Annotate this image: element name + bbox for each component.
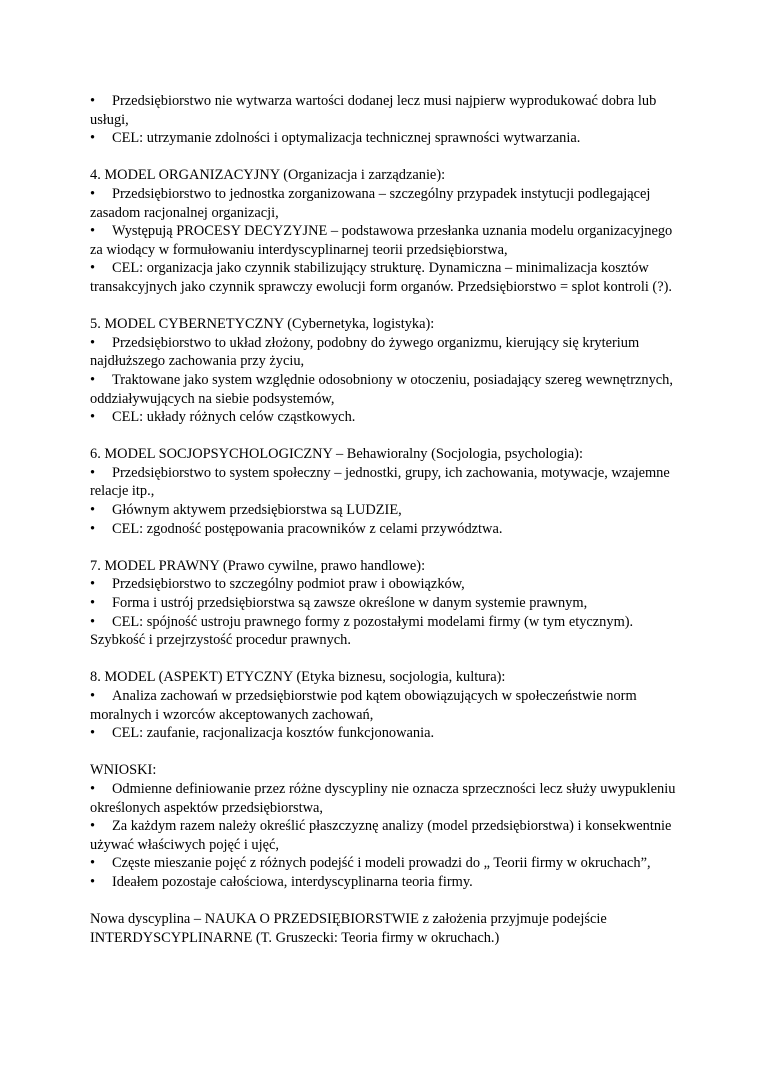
bullet-icon: • xyxy=(90,130,96,147)
bullet-icon: • xyxy=(90,818,96,835)
document-body xyxy=(90,92,680,966)
list-item: • Występują PROCESY DECYZYJNE – podstawowa przesłanka uznania modelu organizacyjnego za wiodący w formułowaniu interdyscyplinarnej teorii przedsiębiorstwa, xyxy=(90,223,673,258)
bullet-icon: • xyxy=(90,520,96,537)
section-ethical-model xyxy=(90,668,680,742)
bullet-icon: • xyxy=(90,334,96,351)
list-item: • Głównym aktywem przedsiębiorstwa są LUDZIE, xyxy=(90,502,402,519)
list-item: • Za każdym razem należy określić płaszczyznę analizy (model przedsiębiorstwa) i konsekwentnie używać właściwych pojęć i ujęć, xyxy=(90,818,672,853)
section-heading: WNIOSKI: xyxy=(90,762,157,779)
bullet-icon: • xyxy=(90,613,96,630)
bullet-icon: • xyxy=(90,873,96,890)
bullet-icon: • xyxy=(90,780,96,797)
closing-paragraph: Nowa dyscyplina – NAUKA O PRZEDSIĘBIORSTWIE z założenia przyjmuje podejście INTERDYSCYPLINARNE (T. Gruszecki: Teoria firmy w okruchach.) xyxy=(90,911,607,946)
list-item: • CEL: spójność ustroju prawnego formy z pozostałymi modelami firmy (w tym etycznym). Szybkość i przejrzystość procedur prawnych. xyxy=(90,613,634,649)
list-item: • Forma i ustrój przedsiębiorstwa są zawsze określone w danym systemie prawnym, xyxy=(90,595,588,612)
section-heading: 5. MODEL CYBERNETYCZNY (Cybernetyka, logistyka): xyxy=(90,316,435,333)
bullet-icon: • xyxy=(90,855,96,872)
list-item: • Przedsiębiorstwo to jednostka zorganizowana – szczególny przypadek instytucji podlegającej zasadom racjonalnej organizacji, xyxy=(90,185,651,221)
section-organizational-model xyxy=(90,166,680,296)
list-item: • Traktowane jako system względnie odosobniony w otoczeniu, posiadający szereg wewnętrznych, oddziaływujących na siebie podsystemów, xyxy=(90,371,673,407)
bullet-icon: • xyxy=(90,725,96,742)
list-item: • Analiza zachowań w przedsiębiorstwie pod kątem obowiązujących w społeczeństwie norm moralnych i wzorców akceptowanych zachowań, xyxy=(90,688,637,723)
bullet-icon: • xyxy=(90,260,96,277)
bullet-icon: • xyxy=(90,223,96,240)
list-item: • CEL: układy różnych celów cząstkowych. xyxy=(90,409,356,426)
list-item: • Przedsiębiorstwo to system społeczny – jednostki, grupy, ich zachowania, motywacje, wzajemne relacje itp., xyxy=(90,464,670,500)
bullet-icon: • xyxy=(90,595,96,612)
list-item: • Przedsiębiorstwo to szczególny podmiot praw i obowiązków, xyxy=(90,576,465,593)
bullet-icon: • xyxy=(90,576,96,593)
section-heading: 7. MODEL PRAWNY (Prawo cywilne, prawo handlowe): xyxy=(90,557,426,574)
list-item: • Odmienne definiowanie przez różne dyscypliny nie oznacza sprzeczności lecz służy uwypukleniu określonych aspektów przedsiębiorstwa, xyxy=(90,780,676,816)
section-sociopsychological-model xyxy=(90,445,680,538)
section-cybernetic-model xyxy=(90,315,680,427)
section-heading: 6. MODEL SOCJOPSYCHOLOGICZNY – Behawioralny (Socjologia, psychologia): xyxy=(90,446,583,463)
list-item: • Częste mieszanie pojęć z różnych podejść i modeli prowadzi do „ Teorii firmy w okruchach”, xyxy=(90,855,651,872)
list-item: • CEL: zgodność postępowania pracowników z celami przywództwa. xyxy=(90,520,503,537)
list-item: • Ideałem pozostaje całościowa, interdyscyplinarna teoria firmy. xyxy=(90,873,473,890)
list-item: • CEL: zaufanie, racjonalizacja kosztów funkcjonowania. xyxy=(90,725,435,742)
closing-paragraph-block xyxy=(90,910,680,947)
intro-list xyxy=(90,92,680,148)
list-item: • Przedsiębiorstwo to układ złożony, podobny do żywego organizmu, kierujący się kryterium najdłuższego zachowania przy życiu, xyxy=(90,334,640,370)
bullet-icon: • xyxy=(90,464,96,481)
section-heading: 4. MODEL ORGANIZACYJNY (Organizacja i zarządzanie): xyxy=(90,167,446,184)
list-item: • CEL: utrzymanie zdolności i optymalizacja technicznej sprawności wytwarzania. xyxy=(90,130,581,147)
bullet-icon: • xyxy=(90,502,96,519)
bullet-icon: • xyxy=(90,371,96,388)
section-legal-model xyxy=(90,557,680,650)
section-heading: 8. MODEL (ASPEKT) ETYCZNY (Etyka biznesu, socjologia, kultura): xyxy=(90,669,506,686)
bullet-icon: • xyxy=(90,93,96,109)
section-conclusions xyxy=(90,761,680,891)
bullet-icon: • xyxy=(90,688,96,704)
list-item: • Przedsiębiorstwo nie wytwarza wartości dodanej lecz musi najpierw wyprodukować dobra lub usługi, xyxy=(90,93,657,128)
bullet-icon: • xyxy=(90,409,96,426)
bullet-icon: • xyxy=(90,185,96,202)
list-item: • CEL: organizacja jako czynnik stabilizujący strukturę. Dynamiczna – minimalizacja kosztów transakcyjnych jako czynnik sprawczy ewolucji form organów. Przedsiębiorstwo = splot kontroli (?). xyxy=(90,260,672,295)
